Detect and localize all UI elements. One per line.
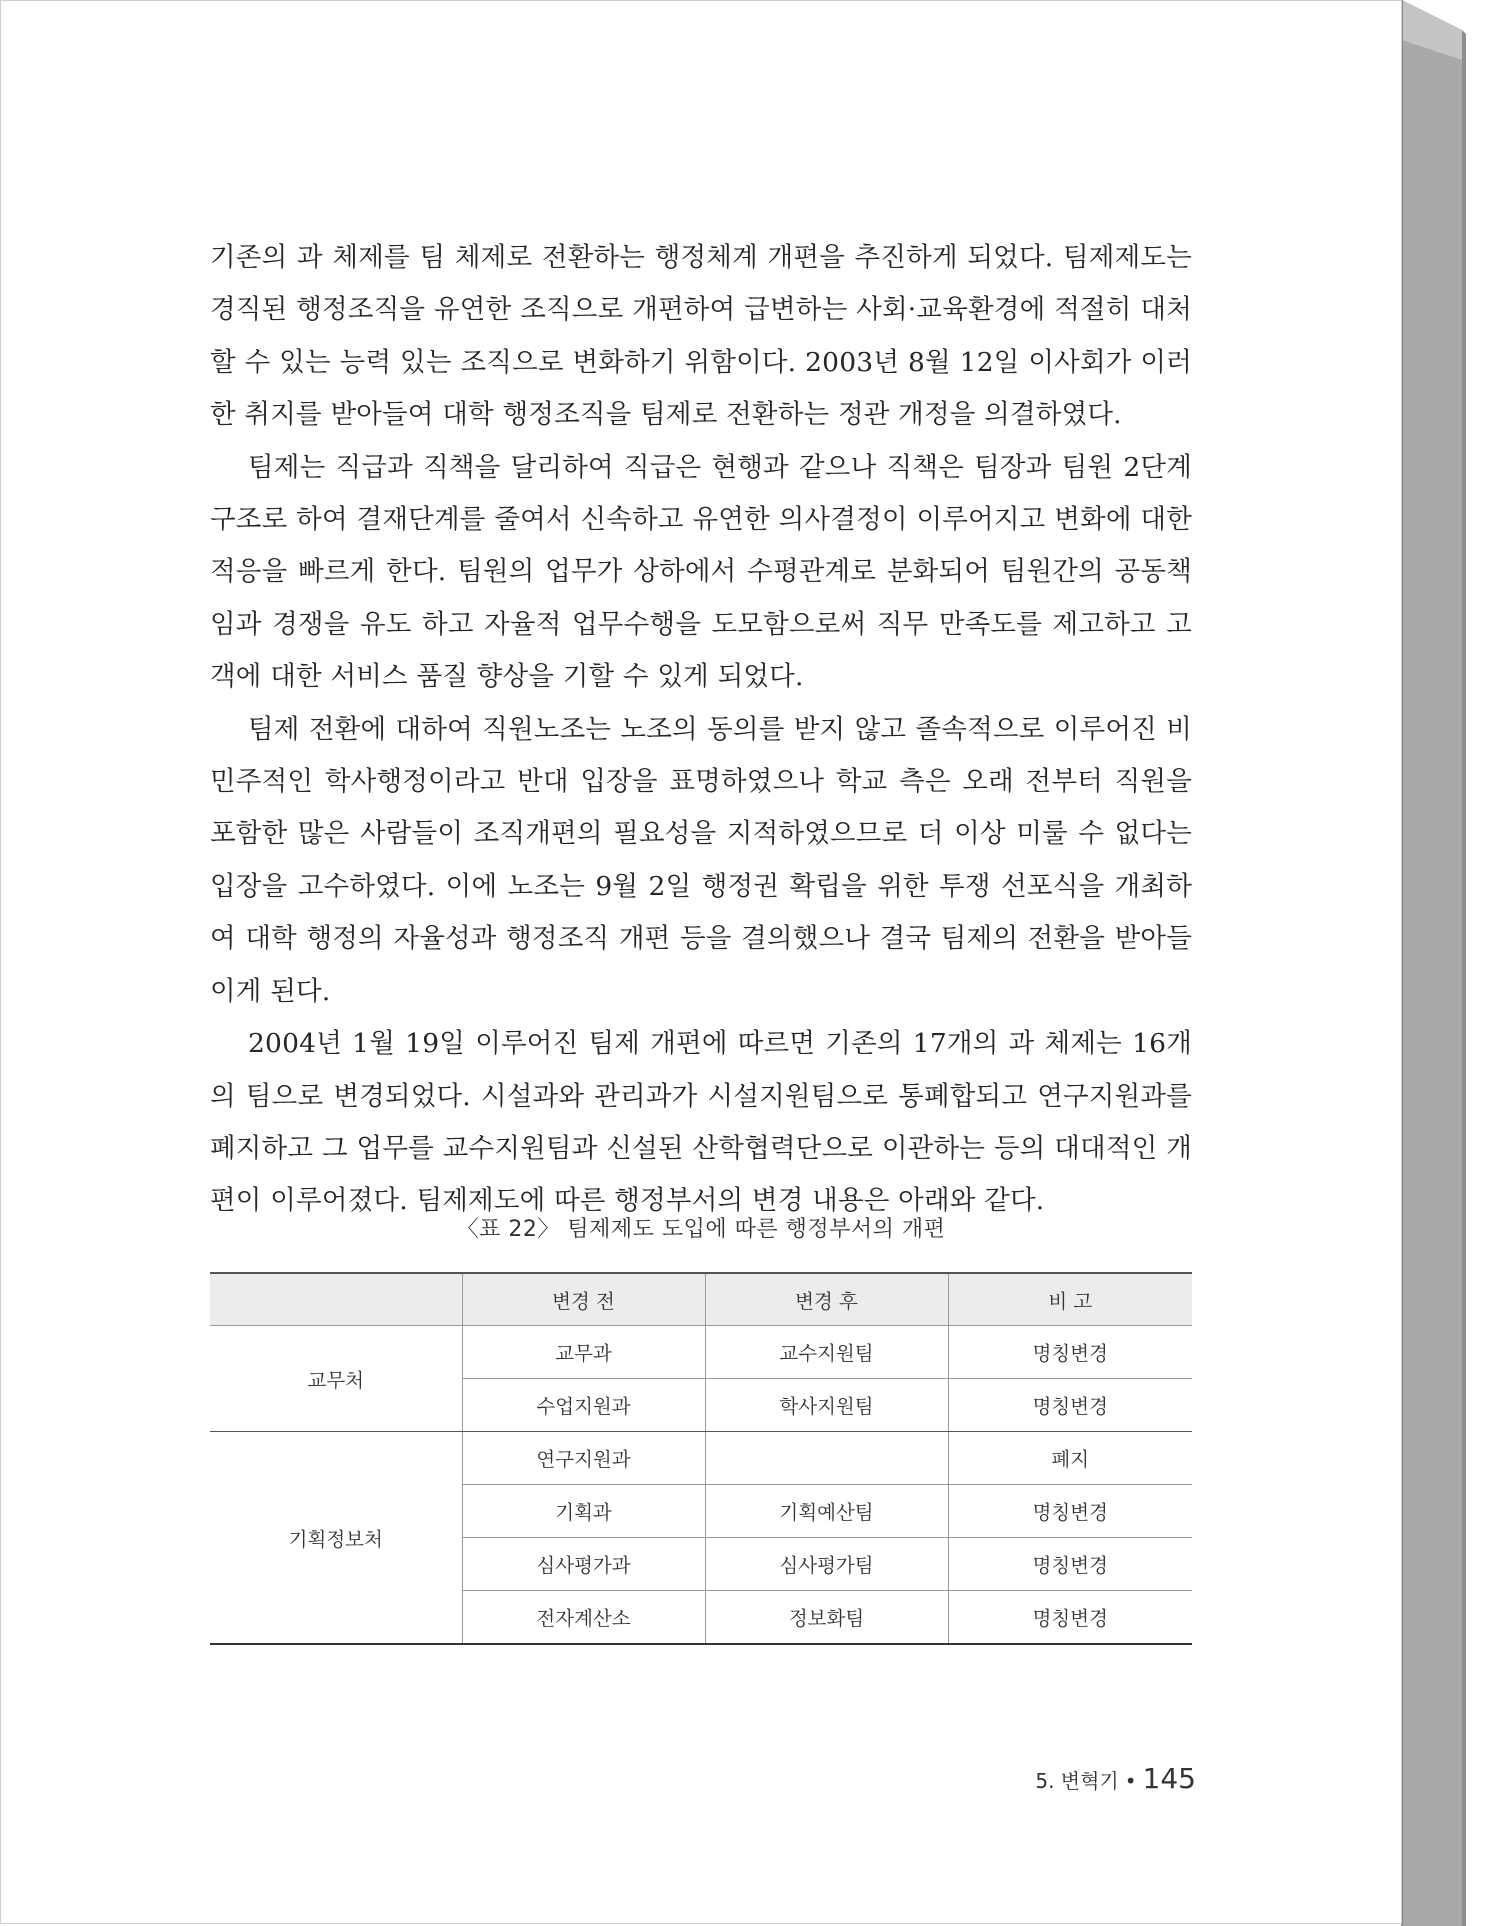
cell-before: 교무과	[462, 1326, 705, 1379]
header-blank	[210, 1273, 462, 1326]
paragraph: 팀제는 직급과 직책을 달리하여 직급은 현행과 같으나 직책은 팀장과 팀원 2단계 구조로 하여 결재단계를 줄여서 신속하고 유연한 의사결정이 이루어지고 변화에 대한 적응을 빠르게 한다. 팀원의 업무가 상하에서 수평관계로 분화되어 팀원간의 공동책임과 경쟁을 유도 하고 자율적 업무수행을 도모함으로써 직무 만족도를 제고하고 고객에 대한 서비스 품질 향상을 기할 수 있게 되었다.	[210, 451, 1192, 693]
cell-note: 명칭변경	[948, 1538, 1192, 1591]
cell-before: 수업지원과	[462, 1379, 705, 1432]
cell-after: 정보화팀	[705, 1591, 948, 1645]
paragraph: 기존의 과 체제를 팀 체제로 전환하는 행정체계 개편을 추진하게 되었다. 팀제제도는 경직된 행정조직을 유연한 조직으로 개편하여 급변하는 사회·교육환경에 적절히 대처할 수 있는 능력 있는 조직으로 변화하기 위함이다. 2003년 8월 12일 이사회가 이러한 취지를 받아들여 대학 행정조직을 팀제로 전환하는 정관 개정을 의결하였다.	[210, 242, 1192, 431]
table-header-row	[210, 1273, 1192, 1326]
paragraph: 팀제 전환에 대하여 직원노조는 노조의 동의를 받지 않고 졸속적으로 이루어진 비민주적인 학사행정이라고 반대 입장을 표명하였으나 학교 측은 오래 전부터 직원을 포함한 많은 사람들이 조직개편의 필요성을 지적하였으므로 더 이상 미룰 수 없다는 입장을 고수하였다. 이에 노조는 9월 2일 행정권 확립을 위한 투쟁 선포식을 개최하여 대학 행정의 자율성과 행정조직 개편 등을 결의했으나 결국 팀제의 전환을 받아들이게 된다.	[210, 713, 1192, 1007]
table-row	[210, 1326, 1192, 1379]
page-footer	[1000, 1762, 1196, 1795]
footer-section-title: 5. 변혁기	[1035, 1769, 1119, 1793]
cell-before: 기획과	[462, 1485, 705, 1538]
cell-note: 폐지	[948, 1432, 1192, 1485]
page-number: 145	[1142, 1762, 1196, 1795]
department-table	[210, 1272, 1192, 1645]
cell-after: 심사평가팀	[705, 1538, 948, 1591]
footer-bullet: •	[1124, 1769, 1137, 1793]
body-text	[210, 232, 1192, 1228]
cell-before: 심사평가과	[462, 1538, 705, 1591]
table-row	[210, 1432, 1192, 1485]
cell-note: 명칭변경	[948, 1591, 1192, 1645]
cell-after: 교수지원팀	[705, 1326, 948, 1379]
cell-before: 전자계산소	[462, 1591, 705, 1645]
cell-note: 명칭변경	[948, 1326, 1192, 1379]
group-cell: 교무처	[210, 1326, 462, 1432]
cell-before: 연구지원과	[462, 1432, 705, 1485]
header-after: 변경 후	[705, 1273, 948, 1326]
cell-after: 학사지원팀	[705, 1379, 948, 1432]
group-cell: 기획정보처	[210, 1432, 462, 1645]
cell-after	[705, 1432, 948, 1485]
header-before: 변경 전	[462, 1273, 705, 1326]
cell-after: 기획예산팀	[705, 1485, 948, 1538]
table-caption: 〈표 22〉 팀제제도 도입에 따른 행정부서의 개편	[456, 1217, 946, 1242]
cell-note: 명칭변경	[948, 1379, 1192, 1432]
paragraph: 2004년 1월 19일 이루어진 팀제 개편에 따르면 기존의 17개의 과 체제는 16개의 팀으로 변경되었다. 시설과와 관리과가 시설지원팀으로 통폐합되고 연구지원과를 폐지하고 그 업무를 교수지원팀과 신설된 산학협력단으로 이관하는 등의 대대적인 개편이 이루어졌다. 팀제제도에 따른 행정부서의 변경 내용은 아래와 같다.	[210, 1028, 1192, 1217]
header-note: 비 고	[948, 1273, 1192, 1326]
cell-note: 명칭변경	[948, 1485, 1192, 1538]
